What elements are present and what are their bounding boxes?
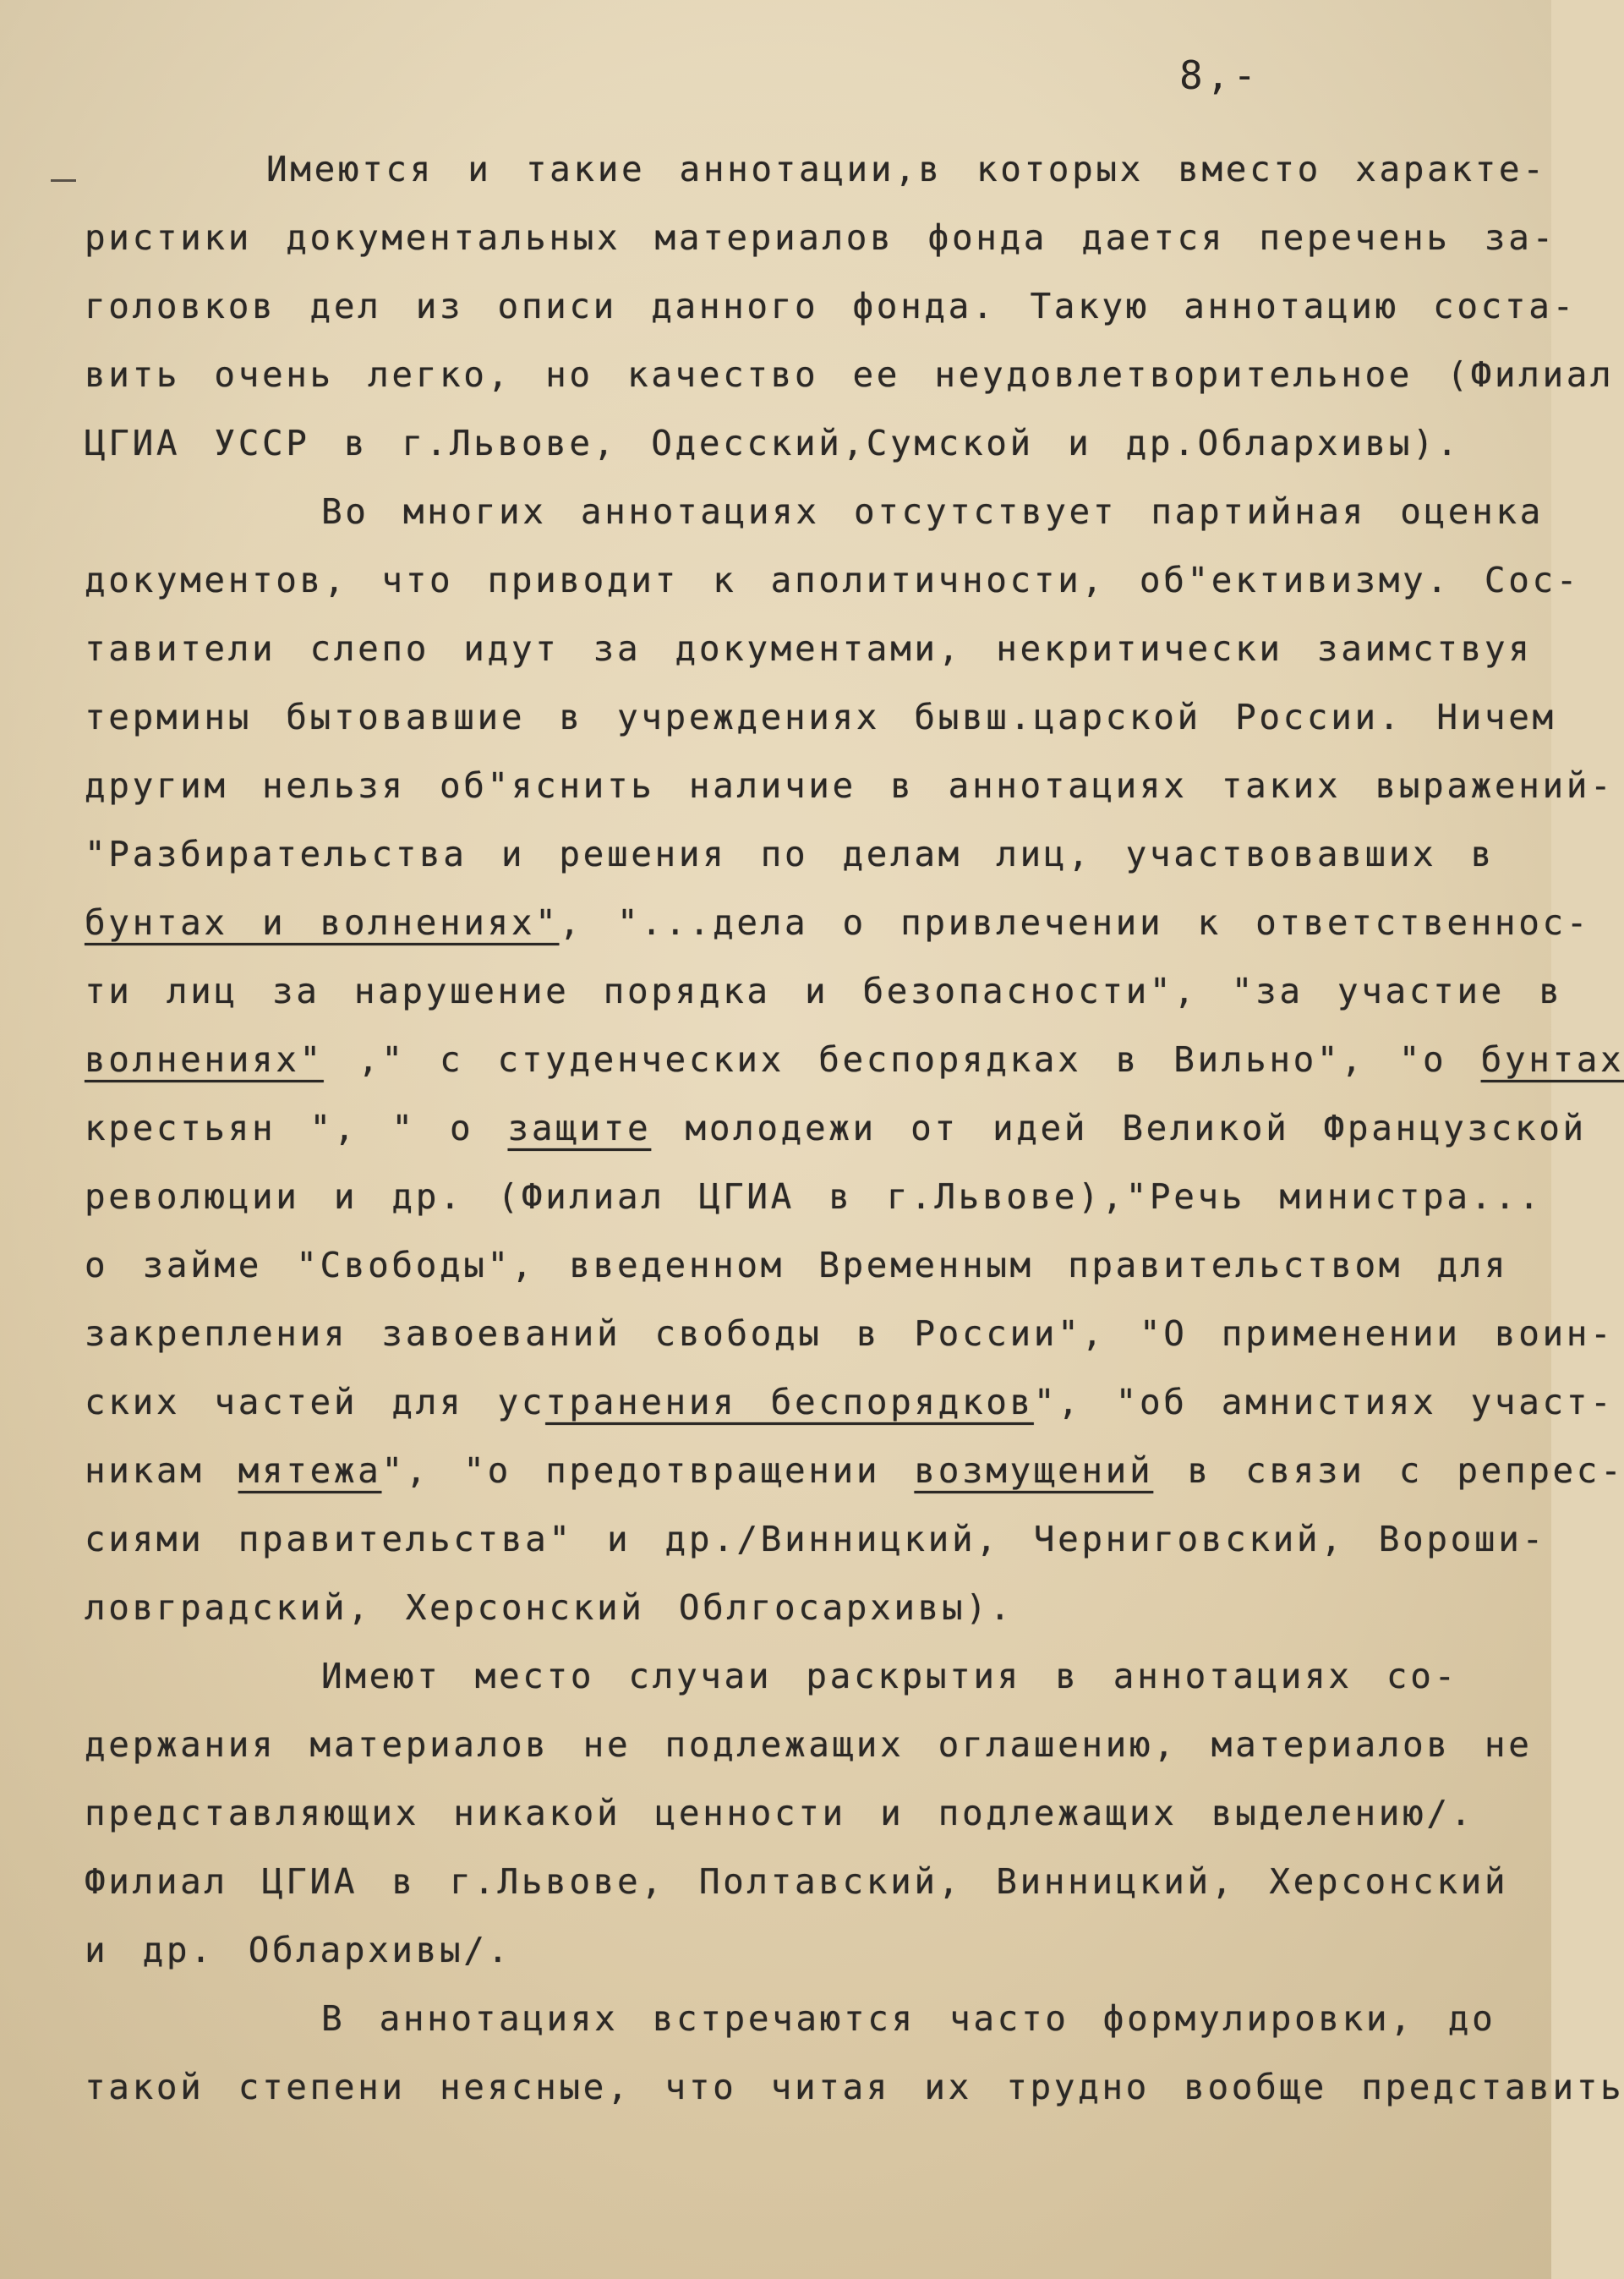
text-run: ти лиц за нарушение порядка и безопасности", "за участие в — [85, 971, 1563, 1011]
text-run: никам — [85, 1450, 238, 1491]
text-line — [85, 1026, 1624, 1094]
body-text — [85, 135, 1624, 2122]
text-run: термины бытовавшие в учреждениях бывш.царской России. Ничем — [85, 697, 1556, 737]
text-run: сиями правительства" и др./Винницкий, Черниговский, Вороши- — [85, 1519, 1546, 1559]
text-run: ", "об амнистиях участ- — [1033, 1382, 1615, 1422]
text-run: вить очень легко, но качество ее неудовлетворительное (Филиал — [85, 354, 1615, 395]
text-run: ," с студенческих беспорядках в Вильно", "о — [323, 1039, 1481, 1080]
underlined-phrase: мятежа — [238, 1450, 382, 1491]
text-run: головков дел из описи данного фонда. Такую аннотацию соста- — [85, 286, 1577, 326]
text-line — [85, 1916, 1513, 1985]
text-run: такой степени неясные, что читая их трудно вообще представить — [85, 2067, 1624, 2107]
text-line — [85, 1094, 1587, 1163]
text-line — [85, 1711, 1533, 1779]
text-run: в связи с репрес- — [1153, 1450, 1624, 1491]
text-line — [85, 1985, 1513, 2053]
underlined-phrase: бунтах и волнениях" — [85, 902, 560, 943]
text-run: закрепления завоеваний свободы в России", "О применении воин- — [85, 1313, 1615, 1354]
text-line — [85, 2053, 1624, 2122]
paragraph — [85, 135, 1615, 478]
text-run: революции и др. (Филиал ЦГИА в г.Львове),"Речь министра... — [85, 1176, 1543, 1217]
text-run: и др. Облархивы/. — [85, 1930, 511, 1970]
text-run: крестьян ", " о — [85, 1108, 508, 1148]
text-line — [85, 1368, 1615, 1437]
text-line — [85, 135, 1547, 204]
text-run: ЦГИА УССР в г.Львове, Одесский,Сумской и др.Облархивы). — [85, 423, 1461, 463]
text-line — [85, 1163, 1543, 1231]
text-line — [85, 1231, 1513, 1300]
text-line — [85, 957, 1563, 1026]
text-run: тавители слепо идут за документами, некритически заимствуя — [85, 628, 1533, 669]
text-line — [85, 683, 1556, 752]
underlined-phrase: защите — [507, 1108, 652, 1148]
text-line — [85, 1848, 1513, 1916]
text-line — [85, 341, 1615, 409]
text-run: другим нельзя об"яснить наличие в аннотациях таких выражений- — [85, 765, 1615, 806]
text-line — [85, 1300, 1615, 1368]
text-run: молодежи от идей Великой Французской — [651, 1108, 1587, 1148]
text-run: Во многих аннотациях отсутствует партийная оценка — [321, 491, 1544, 532]
text-line — [85, 1574, 1513, 1642]
text-line — [85, 889, 1591, 957]
underlined-phrase: транения беспорядков — [545, 1382, 1034, 1422]
text-line — [85, 1437, 1624, 1505]
text-run: , "...дела о привлечении к ответственнос- — [559, 902, 1591, 943]
paragraph — [85, 1642, 1533, 1985]
text-line — [85, 204, 1556, 272]
text-run: о займе "Свободы", введенном Временным правительством для — [85, 1245, 1509, 1285]
text-line — [85, 820, 1513, 889]
text-run: Филиал ЦГИА в г.Львове, Полтавский, Винницкий, Херсонский — [85, 1861, 1509, 1902]
text-line — [85, 272, 1577, 341]
text-line — [85, 1642, 1513, 1711]
underlined-phrase: возмущений — [914, 1450, 1154, 1491]
text-run: ловградский, Херсонский Облгосархивы). — [85, 1587, 1014, 1628]
text-run: Имеют место случаи раскрытия в аннотациях со- — [321, 1656, 1458, 1696]
margin-dash — [51, 179, 76, 182]
text-run: "Разбирательства и решения по делам лиц, участвовавших в — [85, 834, 1495, 874]
text-run: ристики документальных материалов фонда дается перечень за- — [85, 217, 1556, 258]
page-number: 8,- — [1179, 52, 1260, 98]
text-run: документов, что приводит к аполитичности, об"ективизму. Сос- — [85, 560, 1581, 600]
text-line — [85, 615, 1533, 683]
text-run: ", "о предотвращении — [381, 1450, 915, 1491]
paragraph — [85, 1985, 1624, 2122]
paragraph — [85, 478, 1624, 1642]
text-line — [85, 1505, 1546, 1574]
text-line — [85, 546, 1581, 615]
text-run: В аннотациях встречаются часто формулировки, до — [321, 1998, 1496, 2039]
text-line — [85, 1779, 1513, 1848]
text-line — [85, 409, 1513, 478]
text-run: ских частей для ус — [85, 1382, 546, 1422]
text-line — [85, 752, 1615, 820]
text-run: Имеются и такие аннотации,в которых вместо характе- — [266, 149, 1547, 189]
text-line — [85, 478, 1544, 546]
underlined-phrase: волнениях" — [85, 1039, 324, 1080]
text-run: держания материалов не подлежащих оглашению, материалов не — [85, 1724, 1533, 1765]
underlined-phrase: бунтах — [1480, 1039, 1624, 1080]
text-run: представляющих никакой ценности и подлежащих выделению/. — [85, 1793, 1474, 1833]
